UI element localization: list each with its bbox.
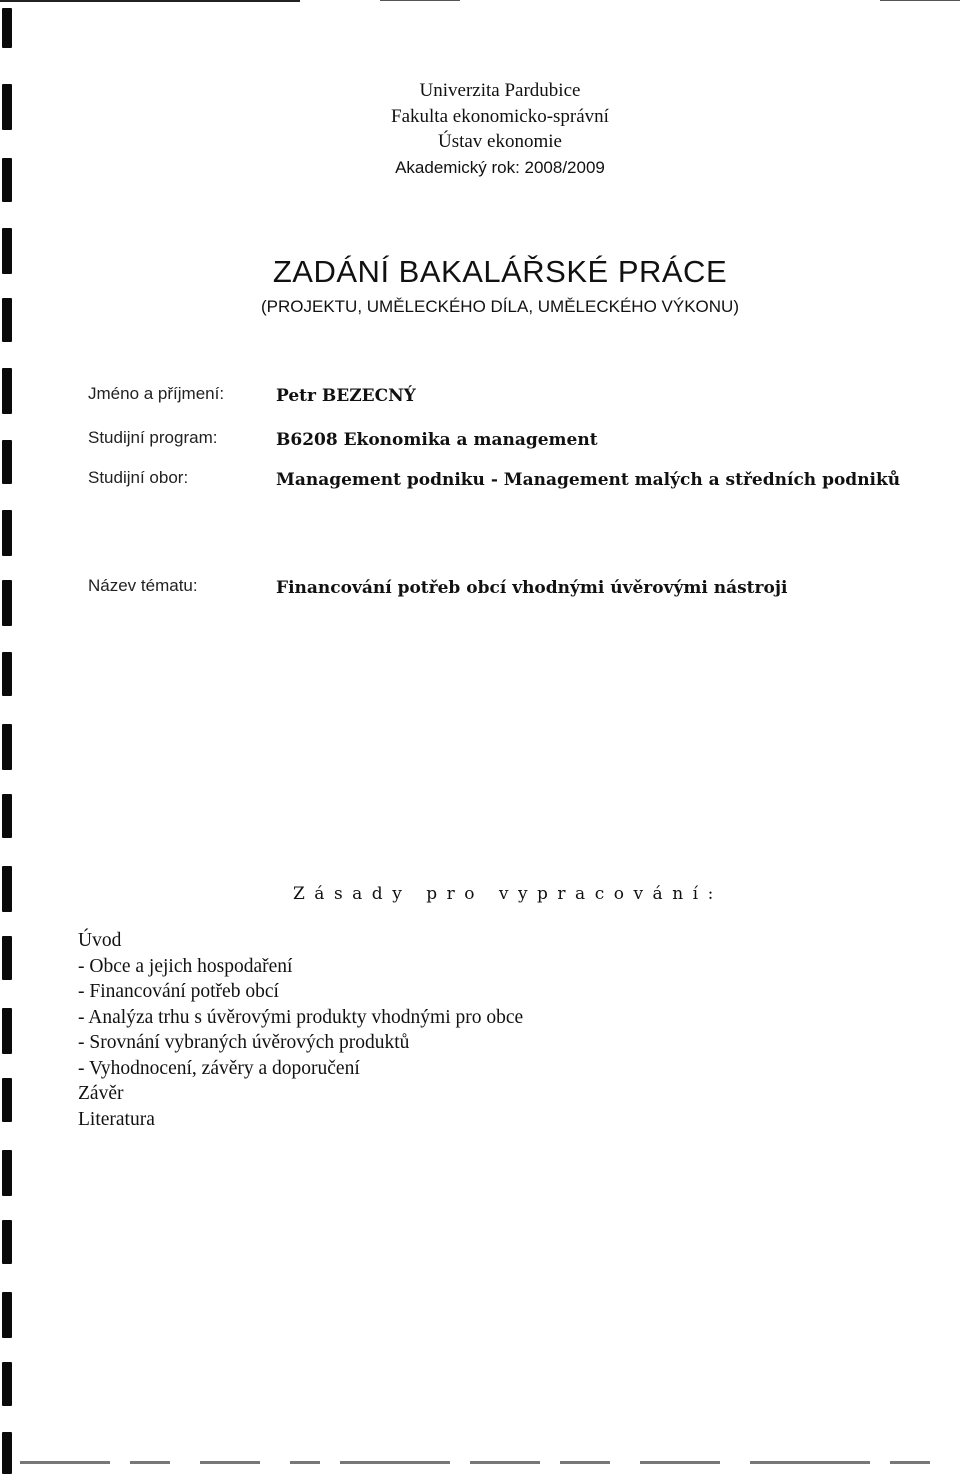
document-title: ZADÁNÍ BAKALÁŘSKÉ PRÁCE: [272, 254, 728, 289]
thesis-outline: [78, 928, 523, 1132]
outline-item: - Obce a jejich hospodaření: [78, 955, 293, 977]
scan-border-line: [880, 0, 960, 1]
scan-binding-marks: [0, 0, 14, 1474]
outline-item: Závěr: [78, 1083, 124, 1104]
scan-border-line: [380, 0, 460, 1]
field-label: Studijní program:: [88, 428, 218, 447]
document-subtitle: (PROJEKTU, UMĚLECKÉHO DÍLA, UMĚLECKÉHO VÝKONU): [261, 297, 739, 316]
outline-item: - Financování potřeb obcí: [78, 981, 279, 1002]
institute-name: Ústav ekonomie: [437, 131, 562, 152]
field-value: Financování potřeb obcí vhodnými úvěrovými nástroji: [276, 578, 788, 598]
field-label: Jméno a příjmení:: [88, 384, 225, 403]
outline-item: - Analýza trhu s úvěrovými produkty vhodnými pro obce: [78, 1006, 524, 1028]
field-value: Management podniku - Management malých a středních podniků: [276, 470, 901, 490]
institution-header: [0, 78, 960, 180]
outline-item: Literatura: [78, 1108, 155, 1130]
outline-item: - Vyhodnocení, závěry a doporučení: [78, 1057, 360, 1079]
field-value: Petr BEZECNÝ: [276, 386, 416, 406]
field-value: B6208 Ekonomika a management: [276, 430, 598, 450]
principles-heading: Zásady pro vypracování:: [293, 884, 723, 904]
field-label: Název tématu:: [88, 576, 198, 595]
field-label: Studijní obor:: [88, 468, 189, 487]
outline-item: Úvod: [78, 930, 122, 951]
university-name: Univerzita Pardubice: [419, 80, 581, 101]
scan-noise: [20, 1458, 950, 1470]
faculty-name: Fakulta ekonomicko-správní: [391, 105, 609, 127]
scan-border-line: [0, 0, 300, 2]
academic-year: Akademický rok: 2008/2009: [395, 157, 605, 177]
outline-item: - Srovnání vybraných úvěrových produktů: [78, 1032, 410, 1053]
